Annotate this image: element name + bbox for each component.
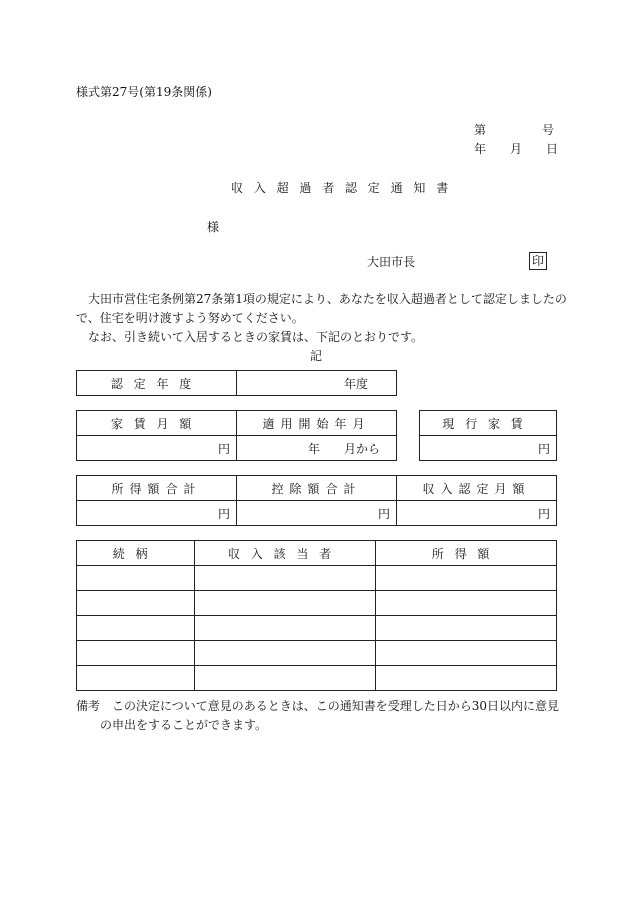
seal-stamp: 印 (529, 252, 547, 270)
table-row (77, 591, 557, 616)
form-id: 様式第27号(第19条関係) (76, 85, 212, 99)
table-row (77, 616, 557, 641)
date-label-month: 月 (510, 142, 523, 156)
income-amount-header: 所得額 (376, 541, 557, 566)
income-earner-header: 収入該当者 (195, 541, 376, 566)
current-rent-table (419, 410, 557, 461)
remarks-line-2: の申出をすることができます。 (100, 718, 268, 732)
issuer: 大田市長 (367, 255, 416, 269)
body-paragraph-1-line-2: で、住宅を明け渡すよう努めてください。 (76, 311, 304, 325)
income-earner-cell (195, 666, 376, 691)
certified-monthly-income-value: 円 (397, 501, 557, 526)
document-title: 収入超過者認定通知書 (231, 181, 460, 195)
remarks-line-1: この決定について意見のあるときは、この通知書を受理した日から30日以内に意見 (112, 699, 560, 713)
rent-table (76, 410, 397, 461)
relationship-cell (77, 566, 195, 591)
remarks-label: 備考 (76, 699, 101, 713)
household-income-table (76, 540, 557, 691)
certified-monthly-income-header: 収入認定月額 (397, 476, 557, 501)
total-income-header: 所得額合計 (77, 476, 237, 501)
body-paragraph-2: なお、引き続いて入居するときの家賃は、下記のとおりです。 (88, 330, 424, 344)
income-amount-cell (376, 666, 557, 691)
income-amount-cell (376, 616, 557, 641)
income-amount-cell (376, 591, 557, 616)
start-month-value: 年 月から (237, 436, 397, 461)
date-label-day: 日 (546, 142, 559, 156)
certification-year-value: 年度 (237, 371, 397, 396)
ki-heading: 記 (310, 349, 323, 363)
income-earner-cell (195, 641, 376, 666)
certification-year-table (76, 370, 397, 396)
start-month-header: 適用開始年月 (237, 411, 397, 436)
body-paragraph-1-line-1: 大田市営住宅条例第27条第1項の規定により、あなたを収入超過者として認定しましたの (88, 292, 567, 306)
addressee-suffix: 様 (207, 220, 220, 234)
relationship-cell (77, 616, 195, 641)
income-amount-cell (376, 641, 557, 666)
income-amount-cell (376, 566, 557, 591)
income-table (76, 475, 557, 526)
number-label-dai: 第 (474, 123, 487, 137)
date-label-year: 年 (474, 142, 487, 156)
total-deduction-header: 控除額合計 (237, 476, 397, 501)
total-income-value: 円 (77, 501, 237, 526)
income-earner-cell (195, 616, 376, 641)
relationship-cell (77, 591, 195, 616)
table-row (77, 666, 557, 691)
total-deduction-value: 円 (237, 501, 397, 526)
relationship-cell (77, 641, 195, 666)
income-earner-cell (195, 566, 376, 591)
current-rent-header: 現行家賃 (420, 411, 557, 436)
certification-year-label: 認定年度 (77, 371, 237, 396)
relationship-header: 続柄 (77, 541, 195, 566)
number-label-go: 号 (542, 123, 555, 137)
monthly-rent-header: 家賃月額 (77, 411, 237, 436)
table-row (77, 566, 557, 591)
table-row (77, 641, 557, 666)
income-earner-cell (195, 591, 376, 616)
current-rent-value: 円 (420, 436, 557, 461)
relationship-cell (77, 666, 195, 691)
monthly-rent-value: 円 (77, 436, 237, 461)
